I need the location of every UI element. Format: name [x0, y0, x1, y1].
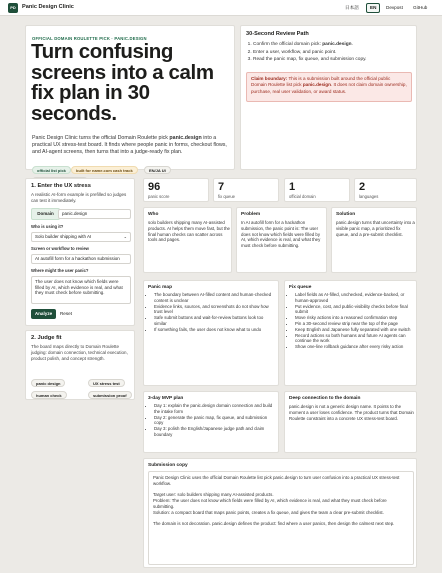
- language-en-button[interactable]: EN: [366, 3, 380, 13]
- list-item: • Keep English and Japanese fully separated with one switch: [295, 327, 413, 333]
- stat-official-domain: 1 official domain: [284, 178, 350, 202]
- hero-card: [25, 25, 235, 173]
- list-item: • Label fields as AI-filled, unchecked, evidence-backed, or human-approved: [295, 292, 413, 304]
- github-link[interactable]: GitHub: [413, 5, 428, 10]
- stat-languages: 2 languages: [354, 178, 417, 202]
- list-item: • If something fails, the user does not know what to undo: [154, 327, 274, 333]
- who-card: Who solo builders shipping many AI-assisted products. AI helps them move fast, but the final human checks can scatter across tools and pages.: [143, 207, 232, 273]
- stat-fix-queue: 7 fix queue: [213, 178, 279, 202]
- hero-domain: panic.design: [169, 135, 202, 141]
- chip-submission-proof: submission proof: [88, 391, 132, 399]
- list-item: • Day 1: explain the panic.design domain connection and build the intake form: [154, 403, 274, 415]
- reset-button[interactable]: Reset: [59, 311, 72, 316]
- list-item: • Evidence links, sources, and screenshots do not show how trust level: [154, 304, 274, 316]
- app-name: Panic Design Clinic: [22, 4, 74, 10]
- list-item: • The boundary between AI-filled content and human-checked content is unclear: [154, 292, 274, 304]
- chip-official-pick: official list pick: [32, 166, 71, 174]
- devpost-link[interactable]: Devpost: [386, 5, 403, 10]
- page-title: Turn confusing screens into a calm fix plan in 30 seconds.: [31, 40, 214, 125]
- fix-queue-card: Fix queue • Label fields as AI-filled, unchecked, evidence-backed, or human-approved • Put evidence, cost, and public-visibility checks before final submit • Move risky actions into a reasoned confirmation step • Pin a 30-second review strip near the top of the page • Keep English and Japanese fully separated with one switch • Record actions so both humans and future AI agents can continue the work • Show one-line rollback guidance after every risky action: [284, 280, 417, 386]
- stat-panic-score: 96 panic score: [143, 178, 209, 202]
- chip-lang: EN/JA UI: [144, 166, 171, 174]
- enter-stress-card: [25, 178, 135, 326]
- domain-tag: Domain: [31, 208, 60, 220]
- analyze-button[interactable]: Analyze: [31, 309, 56, 319]
- review-step: 2. Enter a user, workflow, and panic point.: [253, 49, 413, 57]
- chip-cash-track: built for name.com cash track: [71, 166, 138, 174]
- enter-title: 1. Enter the UX stress: [31, 183, 91, 189]
- chip-human-check: human check: [31, 391, 67, 399]
- list-item: • Move risky actions into a reasoned confirmation step: [295, 315, 413, 321]
- list-item: • Record actions so both humans and future AI agents can continue the work: [295, 333, 413, 345]
- panic-textarea[interactable]: The user does not know which fields were filled by AI, which evidence is real, and what they must check before submitting.: [31, 276, 131, 304]
- judge-title: 2. Judge fit: [31, 335, 62, 341]
- judge-description: The board maps directly to Domain Roulette judging: domain connection, technical execution, product polish, and concept strength.: [31, 344, 128, 361]
- submission-textarea[interactable]: Panic Design Clinic uses the official Domain Roulette list pick panic.design to turn user confusion into a practical UX stress-test workflow. Target user: solo builders shipping many AI-assisted products. Problem: The user does not know which fields were filled by AI, which evidence is real, and what they must check before submitting. Solution: a compact board that maps panic points, creates a fix queue, and gives the team a clear pre-submit checklist. The domain is not decoration. panic.design defines the product: find where a user panics, then design the calmest next step.: [148, 471, 414, 565]
- hero-description: Panic Design Clinic turns the official Domain Roulette pick panic.design into a practical UX stress-test board. It finds where people panic in forms, checkout flows, and AI-agent screens, then turns that into a judge-ready fix plan.: [32, 135, 227, 155]
- screen-label: Screen or workflow to review: [31, 246, 89, 251]
- chevron-down-icon: ⌄: [123, 234, 127, 239]
- panic-label: Where might the user panic?: [31, 268, 89, 273]
- logo-icon: PD: [8, 3, 18, 13]
- list-item: • Safe submit buttons and wait-for-review buttons look too similar: [154, 315, 274, 327]
- top-bar: [0, 0, 442, 16]
- solution-card: Solution panic.design turns that uncertainty into a visible panic map, a prioritized fix queue, and a pre-submit checklist.: [331, 207, 417, 273]
- language-ja-button[interactable]: 日本語: [345, 5, 359, 10]
- list-item: • Pin a 30-second review strip near the top of the page: [295, 321, 413, 327]
- submission-copy-card: Submission copy Panic Design Clinic uses the official Domain Roulette list pick panic.design to turn user confusion into a practical UX stress-test workflow. Target user: solo builders shipping many AI-assisted products. Problem: The user does not know which fields were filled by AI, which evidence is real, and what they must check before submitting. Solution: a compact board that maps panic points, creates a fix queue, and gives the team a clear pre-submit checklist. The domain is not decoration. panic.design defines the product: find where a user panics, then design the calmest next step.: [143, 458, 417, 568]
- review-step: 3. Read the panic map, fix queue, and submission copy.: [253, 56, 413, 64]
- judge-fit-card: [25, 330, 135, 400]
- list-item: • Day 3: polish the English/Japanese judge path and claim boundary: [154, 426, 274, 438]
- list-item: • Put evidence, cost, and public-visibility checks before final submit: [295, 304, 413, 316]
- who-label: Who is using it?: [31, 224, 64, 229]
- review-steps: [253, 41, 413, 64]
- who-select[interactable]: Solo builder shipping with AI ⌄: [31, 232, 131, 242]
- list-item: • Show one-line rollback guidance after every risky action: [295, 344, 413, 350]
- domain-input[interactable]: panic.design: [58, 209, 131, 219]
- claim-boundary: Claim boundary: This is a submission built around the official public Domain Roulette list pick panic.design. It does not claim domain ownership, purchase, real user validation, or award status.: [246, 72, 412, 102]
- review-title: 30-Second Review Path: [246, 31, 309, 37]
- chip-panic-design: panic design: [31, 379, 65, 387]
- hero-eyebrow: OFFICIAL DOMAIN ROULETTE PICK · PANIC.DESIGN: [32, 36, 147, 41]
- list-item: • Day 2: generate the panic map, fix queue, and submission copy: [154, 415, 274, 427]
- problem-card: Problem In AI autofill form for a hackathon submission, the panic point is: The user does not know which fields were filled by AI, which evidence is real, and what they must check before submitting.: [236, 207, 327, 273]
- review-step: 1. Confirm the official domain pick: panic.design.: [253, 41, 413, 49]
- review-path-card: [240, 25, 417, 170]
- panic-map-card: Panic map • The boundary between AI-filled content and human-checked content is unclear • Evidence links, sources, and screenshots do not show how trust level • Safe submit buttons and wait-for-review buttons look too similar • If something fails, the user does not know what to undo: [143, 280, 279, 386]
- chip-ux-stress: UX stress test: [88, 379, 125, 387]
- enter-description: A realistic AI-form example is prefilled so judges can test it immediately.: [31, 192, 127, 203]
- screen-input[interactable]: AI autofill form for a hackathon submission: [31, 254, 131, 264]
- domain-connection-card: Deep connection to the domain panic.design is not a generic design name. It points to the moment a user loses confidence. The product turns that Domain Roulette constraint into a concrete UX stress-test board.: [284, 391, 417, 453]
- mvp-plan-card: 3-day MVP plan • Day 1: explain the panic.design domain connection and build the intake form • Day 2: generate the panic map, fix queue, and submission copy • Day 3: polish the English/Japanese judge path and claim boundary: [143, 391, 279, 453]
